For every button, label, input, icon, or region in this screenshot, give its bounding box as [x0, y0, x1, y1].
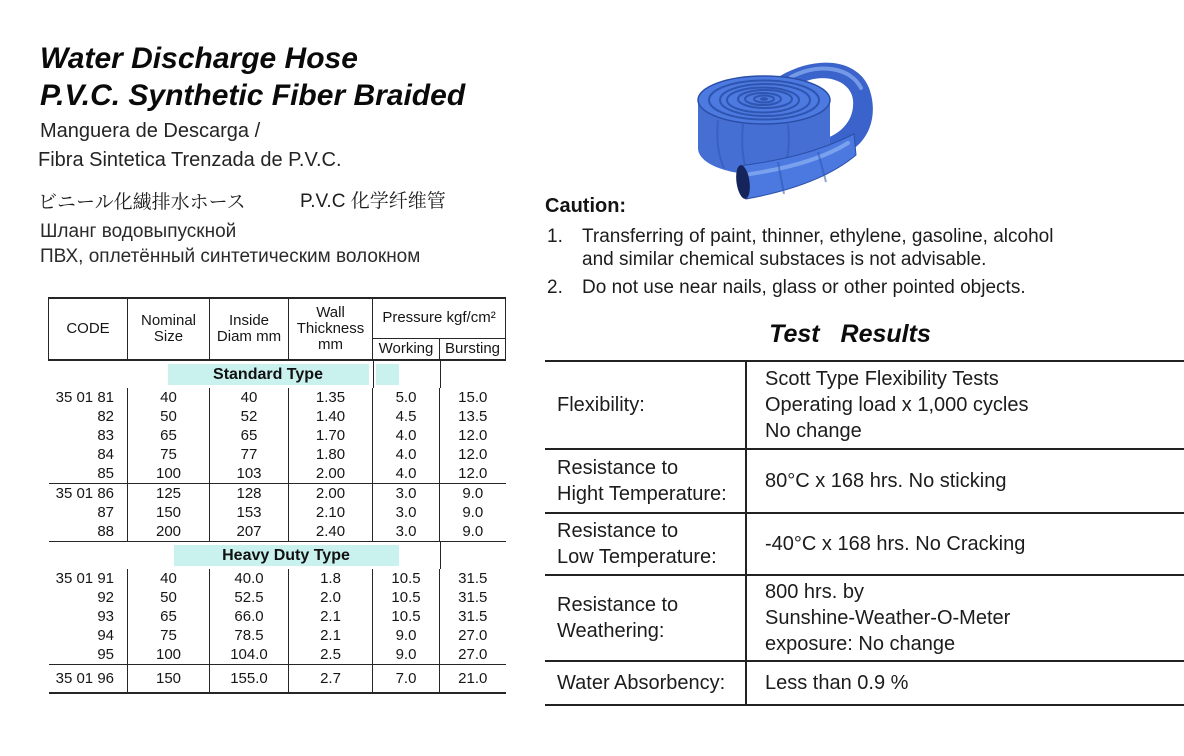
value-cell: 10.5: [373, 607, 440, 626]
spec-row: [49, 503, 506, 522]
test-results-body: [545, 361, 1184, 705]
page-title-line1: Water Discharge Hose: [40, 42, 358, 75]
value-cell: 27.0: [440, 626, 506, 645]
caution-item-number: 2.: [547, 277, 563, 298]
value-cell: 153: [210, 503, 289, 522]
value-cell: 4.0: [373, 464, 440, 484]
value-cell: 40: [210, 388, 289, 407]
value-cell: 9.0: [440, 522, 506, 542]
test-value-cell: [746, 661, 1184, 705]
spec-row: [49, 607, 506, 626]
hose-coil-center: [760, 97, 768, 101]
test-label-line: Water Absorbency:: [557, 672, 726, 694]
value-cell: 2.10: [289, 503, 373, 522]
value-cell: 1.35: [289, 388, 373, 407]
caution-item-line: Transferring of paint, thinner, ethylene, gasoline, alcohol: [582, 226, 1054, 247]
col-header-working: Working: [373, 338, 440, 360]
value-cell: 5.0: [373, 388, 440, 407]
test-row: [545, 661, 1184, 705]
caution-item-line: and similar chemical substaces is not advisable.: [582, 249, 987, 270]
test-value-line: exposure: No change: [765, 633, 956, 655]
value-cell: 78.5: [210, 626, 289, 645]
spec-row: [49, 426, 506, 445]
value-cell: 10.5: [373, 569, 440, 588]
subtitle-russian-line2: ПВХ, оплетённый синтетическим волокном: [40, 246, 421, 267]
code-cell: 93: [97, 607, 114, 625]
code-cell: 35 01 96: [49, 664, 128, 693]
section-band-label: Heavy Duty Type: [174, 545, 399, 566]
test-value-line: 80°C x 168 hrs. No sticking: [765, 470, 1007, 492]
section-band-label: Standard Type: [168, 364, 369, 385]
spec-row: [49, 645, 506, 665]
code-cell: 92: [97, 588, 114, 606]
code-cell: 84: [97, 445, 114, 463]
value-cell: 3.0: [373, 522, 440, 542]
test-label-cell: [545, 449, 746, 513]
value-cell: 4.0: [373, 445, 440, 464]
caution-item-number: 1.: [547, 226, 563, 247]
value-cell: 2.40: [289, 522, 373, 542]
col-header-code: CODE: [49, 298, 128, 360]
code-cell: 87: [97, 503, 114, 521]
value-cell: 50: [128, 588, 210, 607]
value-cell: 15.0: [440, 388, 506, 407]
spec-row: [49, 388, 506, 407]
value-cell: 3.0: [373, 483, 440, 503]
value-cell: 12.0: [440, 426, 506, 445]
test-label-line: Hight Temperature:: [557, 483, 727, 505]
spec-row: [49, 407, 506, 426]
caution-item: [545, 276, 1160, 299]
test-row: [545, 513, 1184, 575]
spec-section-row: [49, 360, 506, 388]
value-cell: 4.0: [373, 426, 440, 445]
spec-row: [49, 522, 506, 542]
test-label-cell: [545, 661, 746, 705]
code-cell: 95: [97, 645, 114, 663]
value-cell: 1.40: [289, 407, 373, 426]
test-value-line: Less than 0.9 %: [765, 672, 909, 694]
test-value-cell: [746, 513, 1184, 575]
value-cell: 1.8: [289, 569, 373, 588]
value-cell: 31.5: [440, 607, 506, 626]
section-band-cell: [49, 541, 506, 569]
column-line: [440, 542, 441, 569]
test-value-cell: [746, 449, 1184, 513]
test-row: [545, 361, 1184, 449]
value-cell: 1.80: [289, 445, 373, 464]
value-cell: 31.5: [440, 569, 506, 588]
value-cell: 75: [128, 445, 210, 464]
test-results-title: Test Results: [769, 320, 931, 348]
value-cell: 52: [210, 407, 289, 426]
value-cell: 77: [210, 445, 289, 464]
code-cell: 35 01 91: [55, 569, 114, 587]
test-label-line: Flexibility:: [557, 394, 645, 416]
value-cell: 2.00: [289, 464, 373, 484]
test-value-cell: [746, 361, 1184, 449]
code-cell: 35 01 86: [49, 483, 128, 503]
subtitle-spanish-line1: Manguera de Descarga /: [40, 120, 261, 142]
spec-row: [49, 464, 506, 484]
code-cell: 94: [97, 626, 114, 644]
value-cell: 104.0: [210, 645, 289, 665]
column-line: [373, 361, 374, 388]
value-cell: 1.70: [289, 426, 373, 445]
test-value-line: -40°C x 168 hrs. No Cracking: [765, 533, 1026, 555]
code-cell: 85: [97, 464, 114, 482]
code-cell: 35 01 81: [55, 388, 114, 406]
value-cell: 150: [128, 664, 210, 693]
col-header-pressure: Pressure kgf/cm²: [373, 298, 506, 338]
value-cell: 9.0: [373, 626, 440, 645]
value-cell: 128: [210, 483, 289, 503]
test-value-line: Operating load x 1,000 cycles: [765, 394, 1029, 416]
value-cell: 2.1: [289, 626, 373, 645]
value-cell: 65: [128, 426, 210, 445]
value-cell: 66.0: [210, 607, 289, 626]
value-cell: 9.0: [440, 503, 506, 522]
test-value-line: 800 hrs. by: [765, 581, 864, 603]
code-cell: 83: [97, 426, 114, 444]
page-title-line2: P.V.C. Synthetic Fiber Braided: [40, 79, 466, 112]
test-label-line: Resistance to: [557, 594, 679, 616]
value-cell: 40.0: [210, 569, 289, 588]
value-cell: 155.0: [210, 664, 289, 693]
test-value-line: No change: [765, 420, 862, 442]
value-cell: 65: [210, 426, 289, 445]
col-header-nominal-size: Nominal Size: [128, 298, 210, 360]
value-cell: 52.5: [210, 588, 289, 607]
value-cell: 65: [128, 607, 210, 626]
value-cell: 4.5: [373, 407, 440, 426]
value-cell: 13.5: [440, 407, 506, 426]
value-cell: 7.0: [373, 664, 440, 693]
col-header-bursting: Bursting: [440, 338, 506, 360]
value-cell: 12.0: [440, 445, 506, 464]
test-row: [545, 449, 1184, 513]
caution-heading: Caution:: [545, 195, 627, 217]
caution-item: [545, 225, 1160, 271]
value-cell: 10.5: [373, 588, 440, 607]
subtitle-japanese: ビニール化繊排水ホース: [38, 192, 246, 213]
value-cell: 9.0: [373, 645, 440, 665]
test-label-line: Weathering:: [557, 620, 665, 642]
spec-table: [48, 297, 506, 694]
value-cell: 21.0: [440, 664, 506, 693]
test-row: [545, 575, 1184, 661]
section-band-cell: [49, 360, 506, 388]
code-cell: 82: [97, 407, 114, 425]
subtitle-russian-line1: Шланг водовыпускной: [40, 221, 237, 242]
col-header-wall-thickness: Wall Thickness mm: [289, 298, 373, 360]
value-cell: 40: [128, 388, 210, 407]
test-label-cell: [545, 513, 746, 575]
test-value-line: Scott Type Flexibility Tests: [765, 368, 999, 390]
value-cell: 200: [128, 522, 210, 542]
spec-table-container: [48, 297, 506, 694]
value-cell: 75: [128, 626, 210, 645]
value-cell: 2.1: [289, 607, 373, 626]
value-cell: 100: [128, 464, 210, 484]
column-line: [440, 361, 441, 388]
spec-row: [49, 445, 506, 464]
spec-row: [49, 664, 506, 693]
value-cell: 2.00: [289, 483, 373, 503]
value-cell: 103: [210, 464, 289, 484]
value-cell: 150: [128, 503, 210, 522]
test-results-container: [545, 360, 1184, 706]
value-cell: 125: [128, 483, 210, 503]
spec-row: [49, 588, 506, 607]
spec-row: [49, 626, 506, 645]
value-cell: 27.0: [440, 645, 506, 665]
value-cell: 2.7: [289, 664, 373, 693]
hose-photo: [688, 50, 888, 207]
value-cell: 31.5: [440, 588, 506, 607]
spec-table-body: [49, 360, 506, 693]
test-label-line: Resistance to: [557, 457, 679, 479]
value-cell: 50: [128, 407, 210, 426]
value-cell: 2.5: [289, 645, 373, 665]
col-header-inside-diam: Inside Diam mm: [210, 298, 289, 360]
page-title: [40, 40, 465, 114]
test-label-line: Resistance to: [557, 520, 679, 542]
spec-row: [49, 483, 506, 503]
value-cell: 40: [128, 569, 210, 588]
test-value-cell: [746, 575, 1184, 661]
subtitle-chinese: P.V.C 化学纤维管: [300, 191, 446, 212]
value-cell: 100: [128, 645, 210, 665]
value-cell: 207: [210, 522, 289, 542]
value-cell: 3.0: [373, 503, 440, 522]
test-value-line: Sunshine-Weather-O-Meter: [765, 607, 1011, 629]
caution-item-line: Do not use near nails, glass or other pointed objects.: [582, 277, 1026, 298]
caution-block: [545, 195, 1160, 304]
test-results-table: [545, 360, 1184, 706]
test-label-cell: [545, 575, 746, 661]
value-cell: 2.0: [289, 588, 373, 607]
section-band-extension: [376, 364, 399, 385]
caution-items: [545, 225, 1160, 299]
spec-row: [49, 569, 506, 588]
code-cell: 88: [97, 522, 114, 540]
spec-section-row: [49, 541, 506, 569]
subtitle-spanish-line2: Fibra Sintetica Trenzada de P.V.C.: [38, 149, 342, 171]
test-label-line: Low Temperature:: [557, 546, 717, 568]
value-cell: 12.0: [440, 464, 506, 484]
value-cell: 9.0: [440, 483, 506, 503]
test-label-cell: [545, 361, 746, 449]
